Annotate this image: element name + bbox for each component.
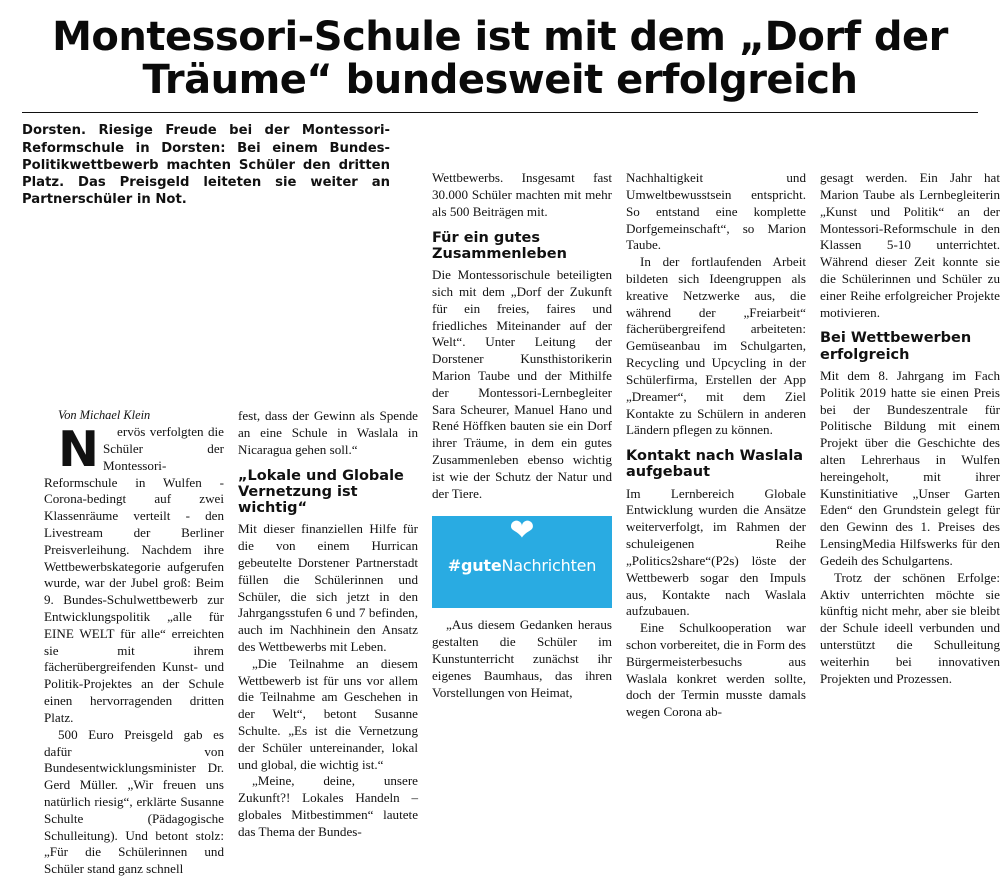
paragraph: fest, dass der Gewinn als Spende an eine Schule in Waslala in Nicaragua gehen soll.“ [238,408,418,457]
subheading: „Lokale und Globale Vernetzung ist wichtig“ [238,467,404,517]
paragraph: „Aus diesem Gedanken heraus gestalten die Schüler im Kunstunterricht zunächst ihr eigenes Baumhaus, das ihren Vorstellungen von Heimat, [432,617,612,700]
paragraph: Im Lernbereich Globale Entwicklung wurden die Ansätze weiterverfolgt, im Rahmen der schuleigenen Reihe „Politics2share“(P2s) löste der Wettbewerb sogar den Impuls aus, Kontakte nach Waslala aufzubauen. [626,485,806,619]
lead-text: Riesige Freude bei der Montessori-Reformschule in Dorsten: Bei einem Bundes-Politikwettbewerb machten Schüler den dritten Platz. Das Preisgeld leiteten sie weiter an Partnerschüler in Not. [22,123,390,207]
ad-label-light: Nachrichten [501,556,597,576]
column-3 [432,170,612,701]
heart-icon: ❤ [509,514,535,548]
subheading: Für ein gutes Zusammenleben [432,229,567,262]
paragraph [44,421,224,727]
gute-nachrichten-ad[interactable] [432,516,612,608]
lead-paragraph [22,122,390,208]
paragraph: Trotz der schönen Erfolge: Aktiv unterrichten möchte sie künftig nicht mehr, aber sie bleibt der Schule ideell verbunden und unterstützt die Schulleitung weiterhin bei innovativen Projekten und Prozessen. [820,569,1000,686]
ad-label-bold: #gute [447,556,502,576]
column-1 [44,408,224,878]
divider-rule [22,112,978,113]
paragraph: „Meine, deine, unsere Zukunft?! Lokales Handeln – globales Mitbestimmen“ lautete das Thema der Bundes- [238,773,418,839]
paragraph: „Die Teilnahme an diesem Wettbewerb ist für uns vor allem die Teilnahme am Geschehen in der Welt“, betont Susanne Schulte. „Es ist die Vernetzung der Schüler untereinander, lokal und global, die wichtig ist.“ [238,655,418,772]
paragraph: Nachhaltigkeit und Umweltbewusstsein entspricht. So entstand eine komplette Dorfgemeinschaft“, so Marion Taube. [626,170,806,253]
paragraph-text: ervös verfolgten die Schüler der Montessori-Reformschule in Wulfen - Corona-bedingt auf zwei Klassenräume verteilt - den Livestream der Berliner Preisverleihung. Nachdem ihre Wettbewerbskategorie aufgerufen wurde, war der Jubel groß: Beim 9. Bundes-Schulwettbewerb zur Entwicklungspolitik „alle für EINE WELT für alle“ erreichten sie mit ihrem fächerübergreifenden Kunst- und Politik-Projektes an der Schule einen hervorragenden dritten Platz. [44,424,224,725]
byline: Von Michael Klein [58,408,151,423]
lead-dateline: Dorsten. [22,123,87,139]
paragraph: Eine Schulkooperation war schon vorbereitet, die in Form des Bürgermeisterbesuchs aus Waslala konkret werden sollte, doch der Termin musste damals wegen Corona ab- [626,620,806,720]
column-2 [238,408,418,841]
paragraph: In der fortlaufenden Arbeit bildeten sich Ideengruppen als kreative Netzwerke aus, die während der „Freiarbeit“ fächerübergreifend arbeiteten: Gemüseanbau im Schulgarten, Recycling und Upcycling in der Schülerfirma, Erstellen der App „Dreamer“, mit dem Ziel Kontakte zu Schülern in anderen Ländern pflegen zu können. [626,254,806,438]
paragraph: 500 Euro Preisgeld gab es dafür von Bundesentwicklungsminister Dr. Gerd Müller. „Wir freuen uns natürlich riesig“, erklärte Susanne Schulte (Pädagogische Schulleitung). Und betont stolz: „Für die Schülerinnen und Schüler stand ganz schnell [44,726,224,877]
column-5 [820,170,1000,687]
drop-cap: N [58,421,100,479]
page-title: Montessori-Schule ist mit dem „Dorf der Träume“ bundesweit erfolgreich [52,14,948,104]
paragraph: Mit dem 8. Jahrgang im Fach Politik 2019 hatte sie einen Preis bei der Bundeszentrale für Politische Bildung mit einem Projekt über die Geschichte des alten Lehrerhaus in Wulfen hereingeholt, mit ihrer Kunstinitiative „Unser Garten Eden“ den Grundstein gelegt für den Gewinn des 1. Preises des LensingMedia Hilfswerks für den Gedeih des Schulgartens. [820,367,1000,568]
paragraph: gesagt werden. Ein Jahr hat Marion Taube als Lernbegleiterin „Kunst und Politik“ an der Montessori-Reformschule in den Klassen 5-10 unterrichtet. Während dieser Zeit konnte sie die Schülerinnen und Schüler zu einer Reihe erfolgreicher Projekte motivieren. [820,170,1000,320]
column-4 [626,170,806,721]
paragraph: Mit dieser finanziellen Hilfe für die von einem Hurrican gebeutelte Dorstener Partnerstadt füllen die Schülerinnen und Schüler, die sich jetzt in den Jahrgangsstufen 6 und 7 befinden, auch im Nachhinein den Ansatz des Wettbewerbs mit Leben. [238,521,418,654]
ad-label [432,556,612,577]
paragraph: Die Montessorischule beteiligten sich mit dem „Dorf der Zukunft für ein freies, faires und friedliches Miteinander auf der Welt“. Unter Leitung der Dorstener Kunsthistorikerin Marion Taube und der Mithilfe der Montessori-Lernbegleiter Sara Scheurer, Manuel Hano und René Höffken bauten sie ein Dorf ihrer Träume, in dem ein gutes Zusammenleben ebenso wichtig ist wie der Schutz der Natur und der Tiere. [432,267,612,501]
paragraph: Wettbewerbs. Insgesamt fast 30.000 Schüler machten mit mehr als 500 Beiträgen mit. [432,170,612,219]
subheading: Kontakt nach Waslala aufgebaut [626,448,804,481]
subheading: Bei Wettbewerben erfolgreich [820,330,972,363]
